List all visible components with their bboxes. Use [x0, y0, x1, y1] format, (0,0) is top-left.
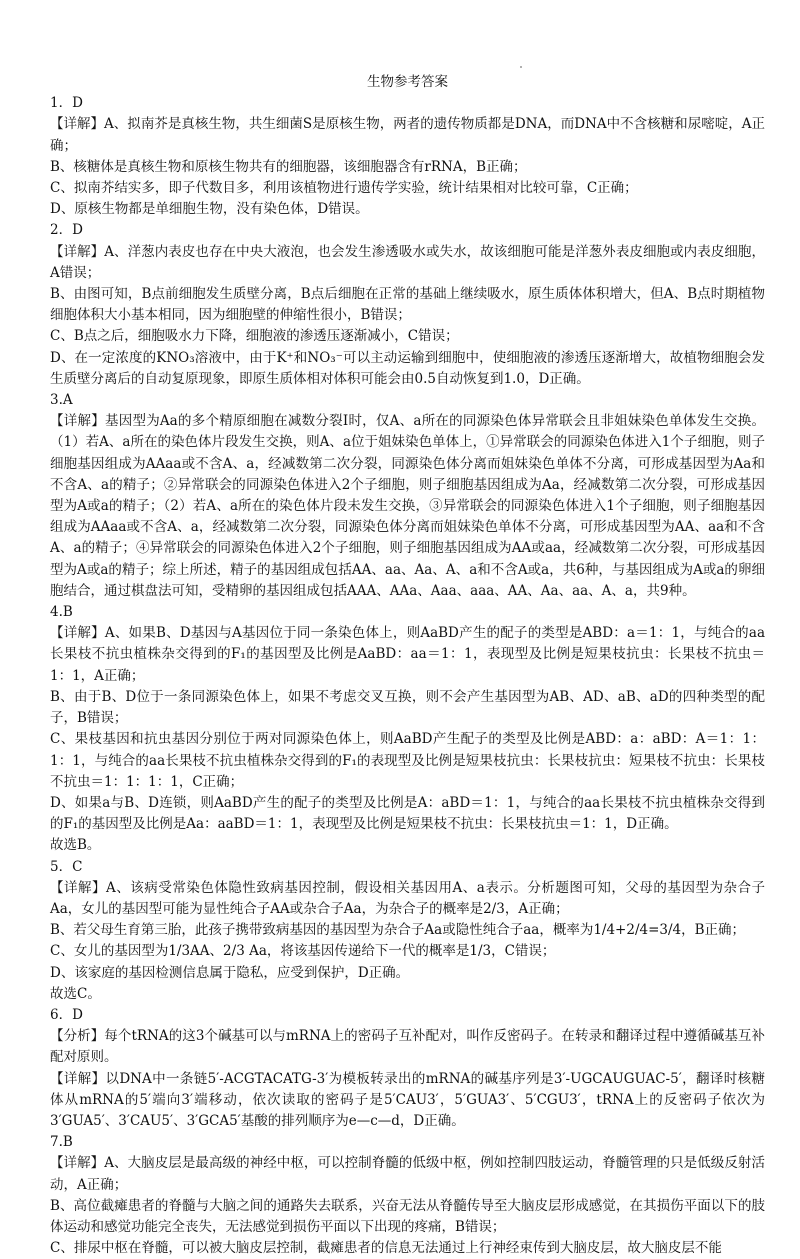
- text-line: 7.B: [50, 1134, 73, 1151]
- text-line: C、女儿的基因型为1/3AA、2/3 Aa，将该基因传递给下一代的概率是1/3，C错误；: [50, 943, 556, 960]
- text-line: 【分析】每个tRNA的这3个碱基可以与mRNA上的密码子互补配对，叫作反密码子。在转录和翻译过程中遵循碱基互补配对原则。: [50, 1028, 765, 1066]
- text-line: B、由于B、D位于一条同源染色体上，如果不考虑交叉互换，则不会产生基因型为AB、AD、aB、aD的四种类型的配子，B错误；: [50, 688, 765, 727]
- text-line: B、高位截瘫患者的脊髓与大脑之间的通路失去联系，兴奋无法从脊髓传导至大脑皮层形成感觉，在其损伤平面以下的肢体运动和感觉功能完全丧失，无法感觉到损伤平面以下出现的疼痛，B错误；: [50, 1197, 765, 1235]
- text-line: 【详解】A、拟南芥是真核生物，共生细菌S是原核生物，两者的遗传物质都是DNA，而DNA中不含核糖和尿嘧啶，A正确；: [50, 116, 765, 154]
- text-line: D、如果a与B、D连锁，则AaBD产生的配子的类型及比例是A：aBD＝1：1，与纯合的aa长果枝不抗虫植株杂交得到的F₁的基因型及比例是Aa：aaBD＝1：1，表现型及比例是短果枝不抗虫：长果枝抗虫＝1：1，D正确。: [50, 794, 765, 833]
- text-line: C、B点之后，细胞吸水力下降，细胞液的渗透压逐渐减小，C错误；: [50, 328, 459, 345]
- text-line: D、该家庭的基因检测信息属于隐私，应受到保护，D正确。: [50, 964, 410, 981]
- text-line: 【详解】A、如果B、D基因与A基因位于同一条染色体上，则AaBD产生的配子的类型是ABD：a＝1：1，与纯合的aa长果枝不抗虫植株杂交得到的F₁的基因型及比例是AaBD：aa＝1：1，表现型及比例是短果枝抗虫：长果枝不抗虫＝1：1，A正确；: [50, 625, 765, 684]
- scan-dot: [520, 66, 522, 68]
- text-line: 3.A: [50, 392, 73, 409]
- text-line: B、由图可知，B点前细胞发生质壁分离，B点后细胞在正常的基础上继续吸水，原生质体体积增大，但A、B点时期植物细胞体积大小基本相同，因为细胞壁的伸缩性很小，B错误；: [50, 286, 765, 324]
- text-line: B、核糖体是真核生物和原核生物共有的细胞器，该细胞器含有rRNA，B正确；: [50, 158, 527, 175]
- text-line: C、排尿中枢在脊髓，可以被大脑皮层控制，截瘫患者的信息无法通过上行神经束传到大脑皮层，故大脑皮层不能: [50, 1240, 722, 1257]
- text-line: 4.B: [50, 604, 73, 621]
- text-line: 故选C。: [50, 985, 101, 1002]
- text-line: C、拟南芥结实多，即子代数目多，利用该植物进行遗传学实验，统计结果相对比较可靠，C正确；: [50, 180, 638, 197]
- page-title: 生物参考答案: [367, 74, 448, 90]
- text-line: D、在一定浓度的KNO₃溶液中，由于K⁺和NO₃⁻可以主动运输到细胞中，使细胞液的渗透压逐渐增大，故植物细胞会发生质壁分离后的自动复原现象，即原生质体相对体积可能会由0.5自动恢复到1.0，D正确。: [50, 349, 765, 387]
- text-line: 【详解】A、洋葱内表皮也存在中央大液泡，也会发生渗透吸水或失水，故该细胞可能是洋葱外表皮细胞或内表皮细胞，A错误；: [50, 243, 765, 281]
- document-page: [50, 72, 765, 1259]
- text-line: 【详解】A、大脑皮层是最高级的神经中枢，可以控制脊髓的低级中枢，例如控制四肢运动，脊髓管理的只是低级反射活动，A正确；: [50, 1155, 765, 1193]
- text-line: 【详解】A、该病受常染色体隐性致病基因控制，假设相关基因用A、a表示。分析题图可知，父母的基因型为杂合子Aa，女儿的基因型可能为显性纯合子AA或杂合子Aa，为杂合子的概率是2/3，A正确；: [50, 879, 765, 917]
- text-line: 5．C: [50, 858, 83, 875]
- text-line: D、原核生物都是单细胞生物，没有染色体，D错误。: [50, 201, 369, 218]
- text-line: C、果枝基因和抗虫基因分别位于两对同源染色体上，则AaBD产生配子的类型及比例是ABD：a：aBD：A＝1：1：1：1，与纯合的aa长果枝不抗虫植株杂交得到的F₁的表现型及比例是短果枝抗虫：长果枝抗虫：短果枝不抗虫：长果枝不抗虫＝1：1：1：1，C正确；: [50, 731, 765, 790]
- text-line: 【详解】基因型为Aa的多个精原细胞在减数分裂Ⅰ时，仅A、a所在的同源染色体异常联会且非姐妹染色单体发生交换。（1）若A、a所在的染色体片段发生交换，则A、a位于姐妹染色单体上，①异常联会的同源染色体进入1个子细胞，则子细胞基因组成为AAaa或不含A、a，经减数第二次分裂，同源染色体分离而姐妹染色单体不分离，可形成基因型为Aa和不含A、a的精子；②异常联会的同源染色体进入2个子细胞，则子细胞基因组成为Aa，经减数第二次分裂，可形成基因型为A或a的精子；（2）若A、a所在的染色体片段未发生交换，③异常联会的同源染色体进入1个子细胞，则子细胞基因组成为AAaa或不含A、a，经减数第二次分裂，同源染色体分离而姐妹染色单体不分离，可形成基因型为AA、aa和不含A、a的精子；④异常联会的同源染色体进入2个子细胞，则子细胞基因组成为AA或aa，经减数第二次分裂，可形成基因型为A或a的精子；综上所述，精子的基因组成包括AA、aa、Aa、A、a和不含A或a，共6种，与基因组成为A或a的卵细胞结合，通过棋盘法可知，受精卵的基因组成包括AAA、AAa、Aaa、aaa、AA、Aa、aa、A、a，共9种。: [50, 413, 765, 599]
- text-line: 2．D: [50, 222, 83, 239]
- text-line: B、若父母生育第三胎，此孩子携带致病基因的基因型为杂合子Aa或隐性纯合子aa，概率为1/4+2/4=3/4，B正确；: [50, 922, 746, 939]
- text-line: 6．D: [50, 1006, 83, 1023]
- text-line: 故选B。: [50, 837, 101, 854]
- text-line: 1．D: [50, 95, 83, 112]
- text-line: 【详解】以DNA中一条链5′-ACGTACATG-3′为模板转录出的mRNA的碱基序列是3′-UGCAUGUAC-5′，翻译时核糖体从mRNA的5′端向3′端移动，依次读取的密码子是5′CAU3′，5′GUA3′、5′CGU3′，tRNA上的反密码子依次为3′GUA5′、3′CAU5′、3′GCA5′基酸的排列顺序为e—c—d，D正确。: [50, 1070, 765, 1129]
